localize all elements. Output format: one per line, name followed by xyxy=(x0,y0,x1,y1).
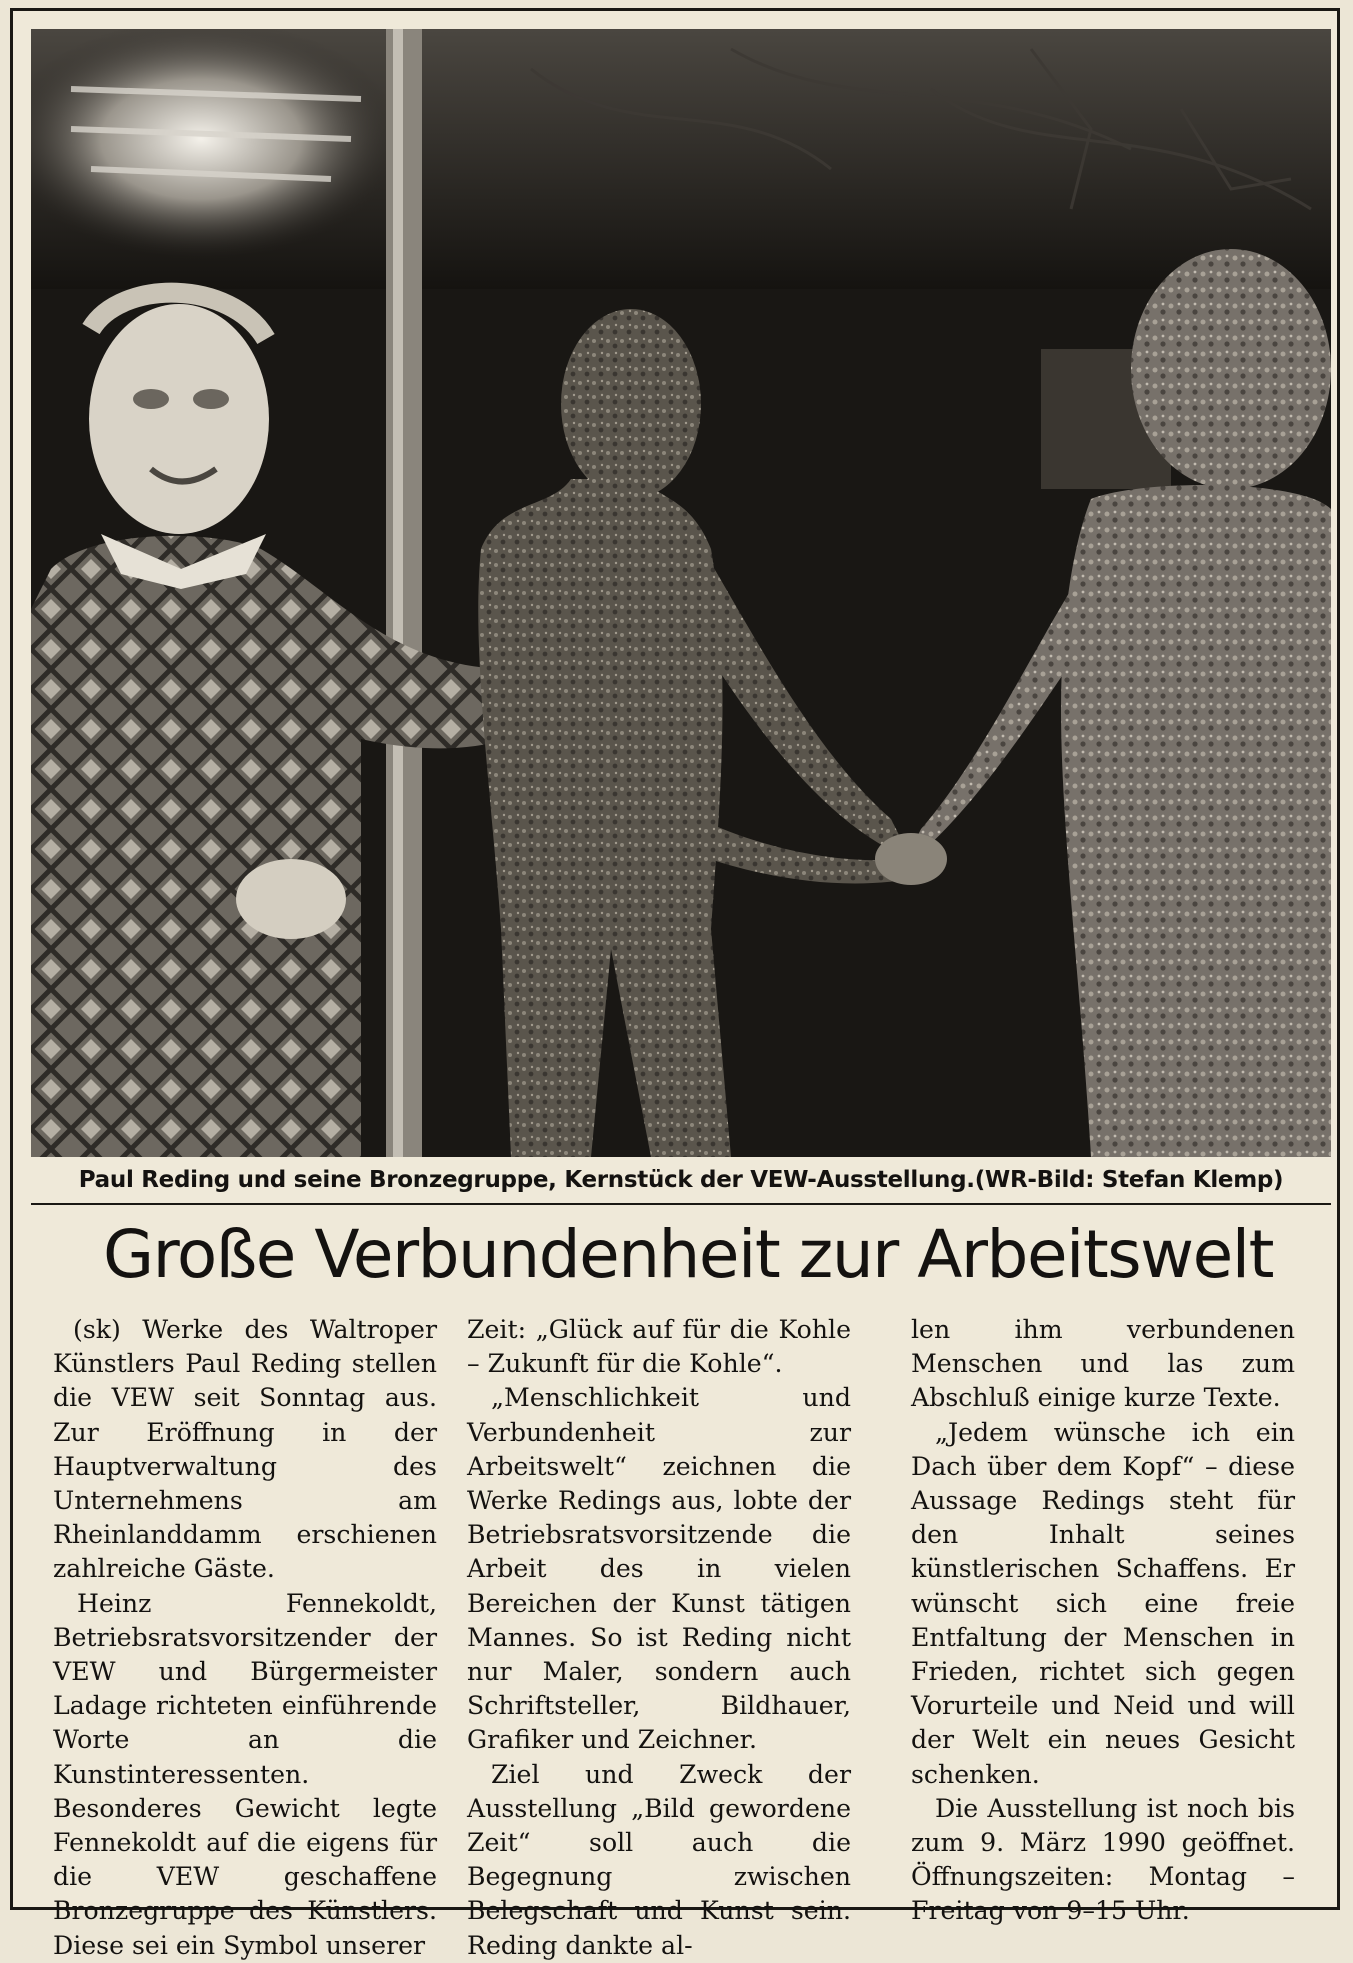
photo-illustration xyxy=(31,29,1331,1157)
paragraph: „Menschlichkeit und Verbundenheit zur Arbeitswelt“ zeichnen die Werke Redings aus, lobte der Betriebsratsvorsitzende die Arbeit des in vielen Bereichen der Kunst tätigen Mannes. So ist Reding nicht nur Maler, sondern auch Schriftsteller, Bildhauer, Grafiker und Zeichner. xyxy=(467,1383,851,1755)
newspaper-clipping xyxy=(10,8,1340,1960)
paragraph: „Jedem wünsche ich ein Dach über dem Kopf“ – diese Aussage Redings steht für den Inhalt seines künstlerischen Schaffens. Er wünscht sich eine freie Entfaltung der Menschen in Frieden, richtet sich gegen Vorurteile und Neid und will der Welt ein neues Gesicht schenken. xyxy=(911,1417,1295,1789)
divider xyxy=(31,1203,1331,1205)
paragraph: Ziel und Zweck der Ausstellung „Bild gewordene Zeit“ soll auch die Begegnung zwischen Belegschaft und Kunst sein. Reding dankte al- xyxy=(467,1759,851,1960)
article-column-3 xyxy=(911,1313,1295,1929)
headline: Große Verbundenheit zur Arbeitswelt xyxy=(103,1216,1273,1293)
photo-caption: Paul Reding und seine Bronzegruppe, Kernstück der VEW-Ausstellung.(WR-Bild: Stefan Klemp) xyxy=(78,1167,1284,1193)
paragraph: len ihm verbundenen Menschen und las zum Abschluß einige kurze Texte. xyxy=(911,1315,1295,1413)
press-photo xyxy=(31,29,1331,1157)
article-column-2 xyxy=(467,1313,851,1963)
paragraph: Heinz Fennekoldt, Betriebsratsvorsitzender der VEW und Bürgermeister Ladage richteten einführende Worte an die Kunstinteressenten. Besonderes Gewicht legte Fennekoldt auf die eigens für die VEW geschaffene Bronzegruppe des Künstlers. Diese sei ein Symbol unserer xyxy=(53,1588,437,1960)
paragraph: (sk) Werke des Waltroper Künstlers Paul Reding stellen die VEW seit Sonntag aus. Zur Eröffnung in der Hauptverwaltung des Unternehmens am Rheinlanddamm erschienen zahlreiche Gäste. xyxy=(53,1315,437,1584)
article-column-1 xyxy=(53,1313,437,1963)
paragraph: Zeit: „Glück auf für die Kohle – Zukunft für die Kohle“. xyxy=(467,1315,851,1379)
paragraph: Die Ausstellung ist noch bis zum 9. März 1990 geöffnet. Öffnungszeiten: Montag – Freitag von 9–15 Uhr. xyxy=(911,1793,1295,1926)
